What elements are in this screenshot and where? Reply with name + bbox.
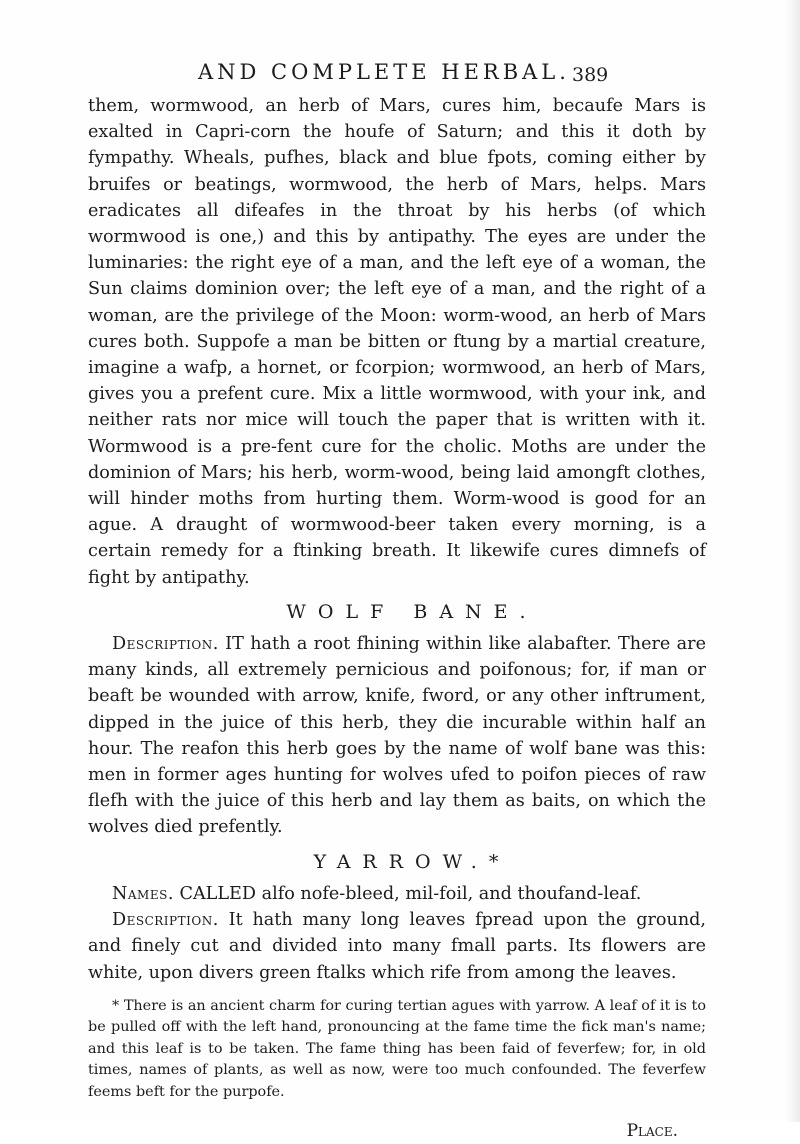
running-title: AND COMPLETE HERBAL. [198, 60, 570, 84]
yarrow-description-text: It hath many long leaves fpread upon the ground, and finely cut and divided into many fmall parts. Its flowers are white, upon divers green ftalks which rife from among the leaves. [88, 910, 707, 983]
wormwood-paragraph: them, wormwood, an herb of Mars, cures him, becaufe Mars is exalted in Capri-corn the houfe of Saturn; and this it doth by fympathy. Wheals, pufhes, black and blue fpots, coming either by bruifes or beatings, wormwood, the herb of Mars, helps. Mars eradicates all difeafes in the throat by his herbs (of which wormwood is one,) and this by antipathy. The eyes are under the luminaries: the right eye of a man, and the left eye of a woman, the Sun claims dominion over; the left eye of a man, and the right of a woman, are the privilege of the Moon: worm-wood, an herb of Mars cures both. Suppofe a man be bitten or ftung by a martial creature, imagine a wafp, a hornet, or fcorpion; wormwood, an herb of Mars, gives you a prefent cure. Mix a little wormwood, with your ink, and neither rats nor mice will touch the paper that is written with it. Wormwood is a pre-fent cure for the cholic. Moths are under the dominion of Mars; his herb, worm-wood, being laid amongft clothes, will hinder moths from hurting them. Worm-wood is good for an ague. A draught of wormwood-beer taken every morning, is a certain remedy for a ftinking breath. It likewife cures dimnefs of fight by antipathy. [88, 96, 706, 588]
wolf-bane-heading: WOLF BANE. [286, 600, 538, 623]
footnote: * There is an ancient charm for curing tertian agues with yarrow. A leaf of it is to be pulled off with the left hand, pronouncing at the fame time the fick man's name; and this leaf is to be taken. The fame thing has been faid of feverfew; for, in old times, names of plants, as well as now, were too much confounded. The feverfew feems beft for the purpofe. [88, 997, 706, 1100]
yarrow-description [88, 907, 706, 986]
wolf-bane-description [88, 631, 706, 841]
yarrow-names-label: Names. [112, 883, 174, 904]
wolf-bane-description-text: IT hath a root fhining within like alabafter. There are many kinds, all extremely pernicious and poifonous; for, if man or beaft be wounded with arrow, knife, fword, or any other inftrument, dipped in the juice of this herb, they die incurable within half an hour. The reafon this herb goes by the name of wolf bane was this: men in former ages hunting for wolves ufed to poifon pieces of raw flefh with the juice of this herb and lay them as baits, on which the wolves died prefently. [88, 634, 706, 838]
yarrow-names [88, 881, 706, 907]
yarrow-description-label: Description. [112, 910, 219, 931]
wolf-bane-description-label: Description. [112, 634, 219, 655]
yarrow-names-text: CALLED alfo nofe-bleed, mil-foil, and thoufand-leaf. [179, 883, 642, 904]
catchword: Place. [626, 1120, 678, 1141]
page-body [88, 93, 706, 1144]
yarrow-heading: YARROW.* [313, 850, 511, 873]
page-number: 389 [572, 64, 609, 86]
page-edge-shadow [786, 0, 800, 1122]
